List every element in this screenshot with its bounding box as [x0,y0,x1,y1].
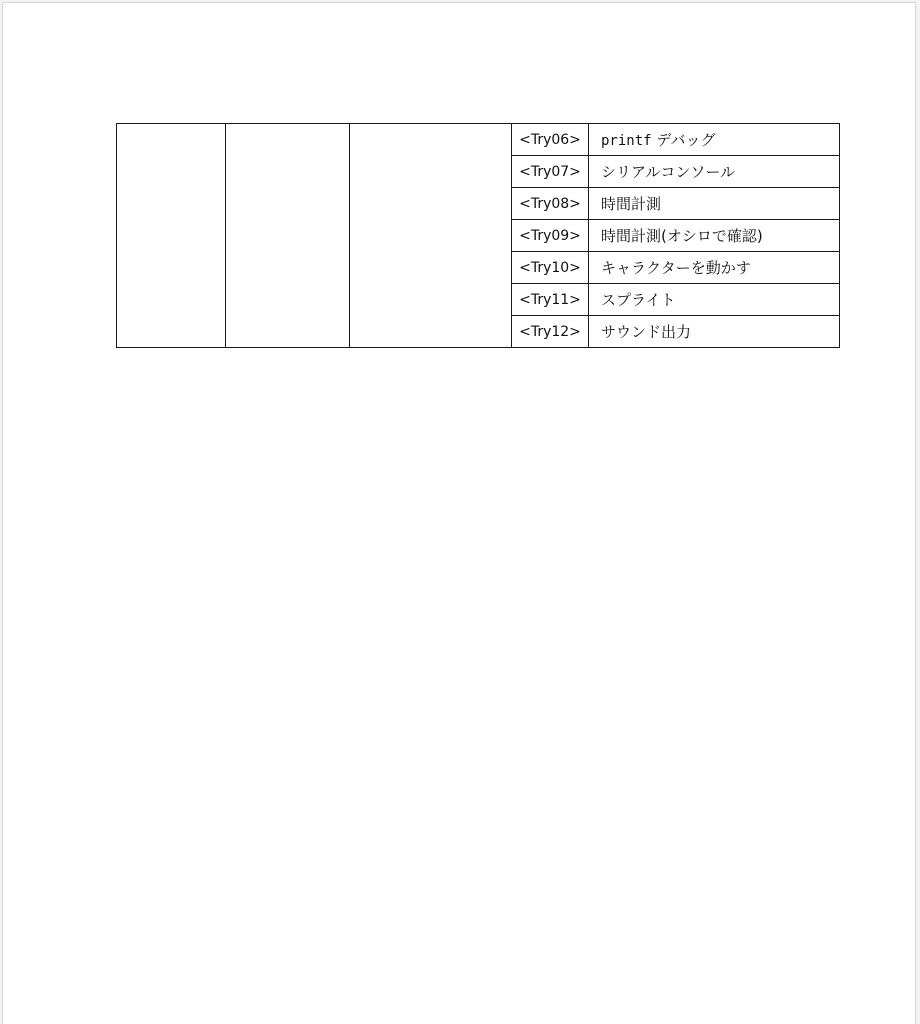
try-id-cell: <Try12> [512,316,589,348]
table-row [117,124,840,156]
empty-merged-cell-2 [226,124,350,348]
empty-merged-cell-1 [117,124,226,348]
try-id-cell: <Try10> [512,252,589,284]
try-id-cell: <Try07> [512,156,589,188]
try-id-cell: <Try08> [512,188,589,220]
try-id-cell: <Try11> [512,284,589,316]
empty-merged-cell-3 [350,124,512,348]
try-id-cell: <Try06> [512,124,589,156]
try-list-table [116,123,840,348]
try-title-cell: シリアルコンソール [589,156,840,188]
title-text: デバッグ [651,131,716,149]
try-id-cell: <Try09> [512,220,589,252]
title-code-prefix: printf [601,133,652,149]
document-page [2,2,916,1024]
try-title-cell: 時間計測 [589,188,840,220]
try-title-cell: 時間計測(オシロで確認) [589,220,840,252]
try-title-cell [589,124,840,156]
try-title-cell: スプライト [589,284,840,316]
try-title-cell: サウンド出力 [589,316,840,348]
try-title-cell: キャラクターを動かす [589,252,840,284]
